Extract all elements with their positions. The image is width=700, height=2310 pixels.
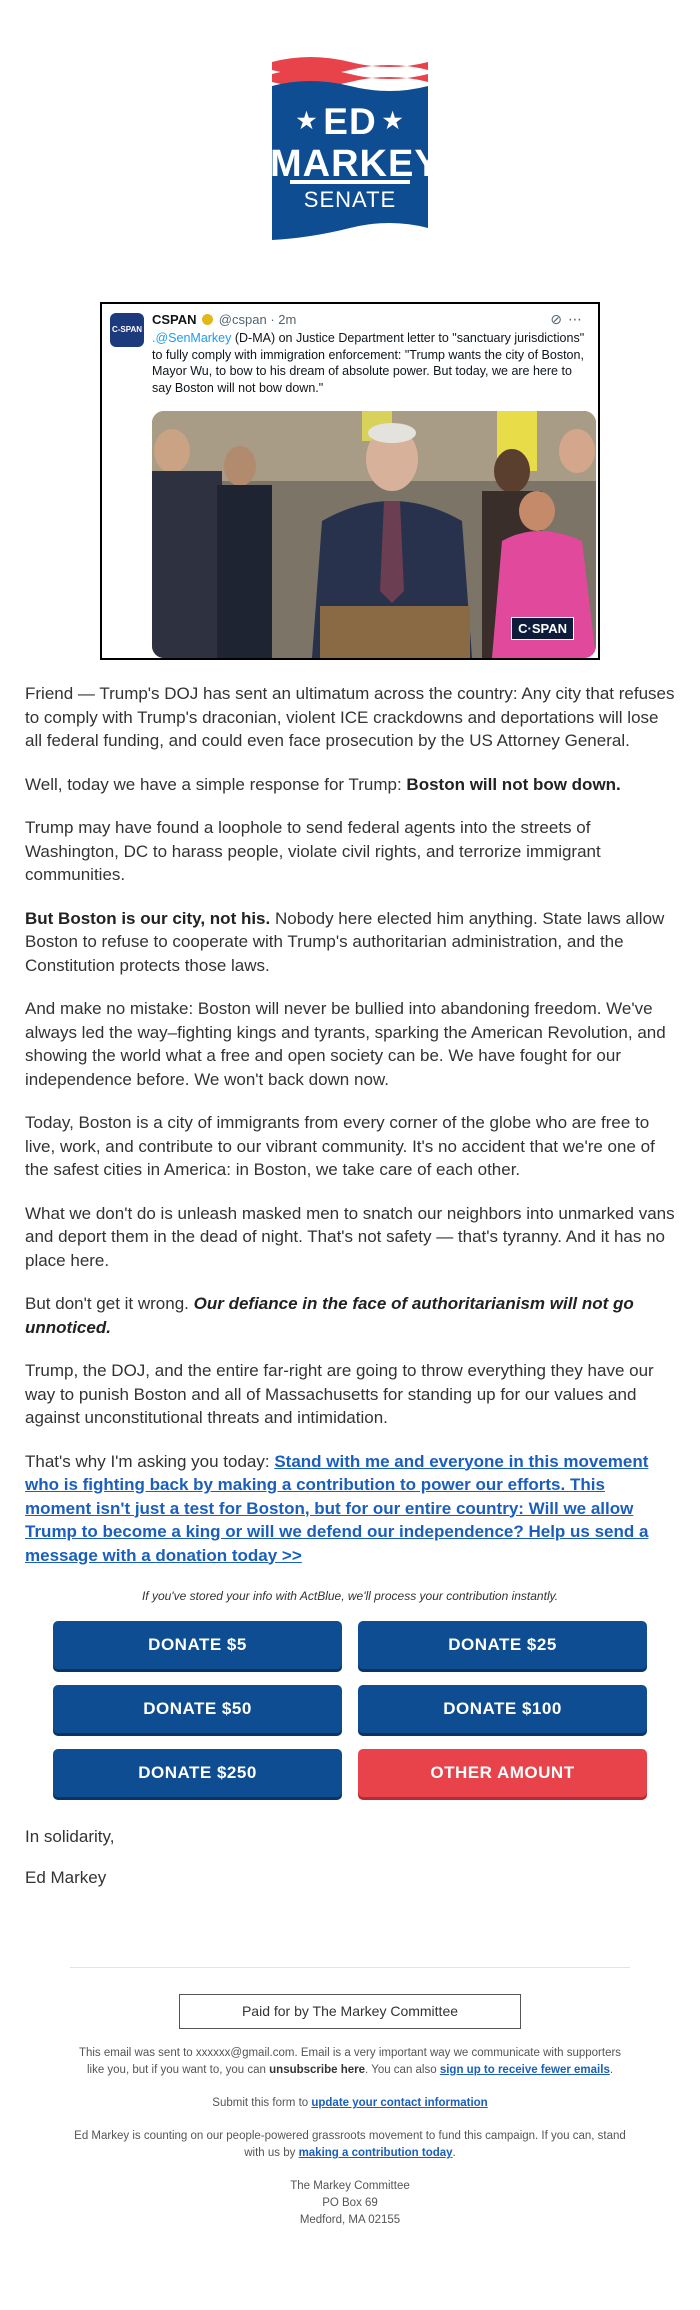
- body-text: That's why I'm asking you today:: [25, 1451, 275, 1471]
- fewer-emails-link[interactable]: sign up to receive fewer emails: [439, 2064, 610, 2076]
- email-body: [25, 682, 675, 1567]
- signature-name: Ed Markey: [25, 1868, 107, 1887]
- footer-text: .: [609, 2064, 614, 2076]
- logo-markey-text: MARKEY: [270, 143, 441, 185]
- tweet-header: [152, 312, 296, 327]
- tweet-icons: [550, 311, 588, 328]
- actblue-note: If you've stored your info with ActBlue, we'll process your contribution instantly.: [141, 1589, 559, 1603]
- photo-podium: [320, 606, 470, 658]
- donate-25-button[interactable]: DONATE $25: [358, 1621, 647, 1669]
- photo-person-2-body: [217, 485, 272, 658]
- more-icon: ⋯: [568, 311, 588, 327]
- photo-person-left-head: [154, 429, 190, 473]
- donate-250-button[interactable]: DONATE $250: [53, 1749, 342, 1797]
- body-paragraph: And make no mistake: Boston will never be bullied into abandoning freedom. We've always led the way–fighting kings and tyrants, sparking the American Revolution, and showing the world what a free and open society can be. We have fought for our independence before. We won't back down now.: [25, 999, 666, 1089]
- tweet-author-name: CSPAN: [152, 312, 197, 327]
- donate-50-button[interactable]: DONATE $50: [53, 1685, 342, 1733]
- cspan-avatar: C-SPAN: [110, 313, 144, 347]
- photo-person-right-head: [494, 449, 530, 493]
- donate-button-grid: [53, 1621, 647, 1797]
- body-paragraph: [25, 773, 675, 797]
- body-paragraph: [25, 907, 675, 978]
- email-footer: [70, 1967, 630, 2229]
- unsubscribe-link[interactable]: unsubscribe here: [269, 2064, 366, 2076]
- embedded-tweet[interactable]: [100, 302, 600, 660]
- star-icon: ★: [296, 108, 318, 133]
- donate-5-button[interactable]: DONATE $5: [53, 1621, 342, 1669]
- photo-woman-pink-head: [519, 491, 555, 531]
- photo-person-far-right-head: [559, 429, 595, 473]
- footer-text: Submit this form to: [212, 2097, 312, 2109]
- ed-markey-senate-logo: [270, 56, 441, 242]
- photo-person-left-body: [152, 471, 222, 658]
- star-icon: ★: [382, 108, 404, 133]
- footer-text: .: [452, 2147, 456, 2159]
- footer-text: . You can also: [365, 2064, 440, 2076]
- photo-speaker-hair: [368, 423, 416, 443]
- body-bold-italic-text: Our defiance in the face of authoritarianism will not go unnoticed.: [25, 1294, 634, 1337]
- footer-text: Ed Markey is counting on our people-powered grassroots movement to fund this campaign. If you can, stand with us by: [74, 2130, 626, 2159]
- body-text: But don't get it wrong.: [25, 1294, 194, 1313]
- footer-sent-notice: [70, 2045, 630, 2079]
- body-bold-text: But Boston is our city, not his.: [25, 908, 271, 928]
- verified-badge-icon: [202, 314, 213, 325]
- update-contact-link[interactable]: update your contact information: [311, 2097, 488, 2109]
- body-paragraph: Today, Boston is a city of immigrants from every corner of the globe who are free to live, work, and contribute to our vibrant community. It's no accident that we're one of the safest cities in America: in Boston, we take care of each other.: [25, 1113, 655, 1179]
- body-paragraph: Trump may have found a loophole to send federal agents into the streets of Washington, DC to harass people, violate civil rights, and terrorize immigrant communities.: [25, 818, 601, 884]
- logo-senate-text: SENATE: [303, 187, 397, 212]
- email-container: [25, 56, 675, 2229]
- body-paragraph: Friend — Trump's DOJ has sent an ultimatum across the country: Any city that refuses to comply with Trump's draconian, violent ICE crackdowns and deportations will lose all federal funding, and could even face prosecution by the US Attorney General.: [25, 684, 675, 750]
- donation-cta-link[interactable]: Stand with me and everyone in this movement who is fighting back by making a contribution to power our efforts. This moment isn't just a test for Boston, but for our entire country: Will we allow Trump to become a king or will we defend our independence? Help us send a message with a donation today >>: [25, 1451, 649, 1565]
- tweet-body-text: (D-MA) on Justice Department letter to "sanctuary jurisdictions" to fully comply with immigration enforcement: "Trump wants the city of Boston, Mayor Wu, to bow to his dream of absolute power. But today, we are here to say Boston will not bow down.": [152, 331, 585, 395]
- address-line: The Markey Committee: [290, 2180, 410, 2192]
- address-line: PO Box 69: [322, 2197, 378, 2209]
- footer-text: This email was sent to xxxxxx@gmail.com. Email is a very important way we communicate with supporters like you, but if you want to, you can: [78, 2047, 622, 2076]
- contribution-link[interactable]: making a contribution today: [298, 2147, 453, 2159]
- tweet-time: · 2m: [270, 312, 297, 327]
- paid-for-box: Paid for by The Markey Committee: [179, 1994, 521, 2029]
- footer-counting: [70, 2128, 630, 2162]
- body-text: Well, today we have a simple response for Trump:: [25, 774, 407, 794]
- photo-speaker-tie: [380, 501, 404, 603]
- footer-submit-form: [70, 2095, 630, 2112]
- grok-icon: ⊘: [550, 311, 568, 327]
- tweet-mention: .@SenMarkey: [152, 331, 232, 345]
- body-paragraph: [25, 1292, 675, 1339]
- address-line: Medford, MA 02155: [299, 2214, 401, 2226]
- signoff: [25, 1825, 675, 1889]
- logo-ed-text: ED: [323, 101, 377, 142]
- cspan-watermark: C·SPAN: [511, 617, 574, 640]
- logo-ed-line: [270, 101, 430, 143]
- body-text: Nobody here elected him anything. State laws allow Boston to refuse to cooperate with Trump's authoritarian administration, and the Constitution protects those laws.: [25, 908, 665, 975]
- photo-person-2-head: [224, 446, 256, 486]
- closing-text: In solidarity,: [25, 1827, 115, 1846]
- other-amount-button[interactable]: OTHER AMOUNT: [358, 1749, 647, 1797]
- donate-100-button[interactable]: DONATE $100: [358, 1685, 647, 1733]
- tweet-text: [152, 330, 592, 396]
- tweet-handle: @cspan: [218, 312, 267, 327]
- mailing-address: [70, 2178, 630, 2229]
- body-bold-text: Boston will not bow down.: [406, 774, 621, 794]
- body-paragraph: Trump, the DOJ, and the entire far-right are going to throw everything they have our way to punish Boston and all of Massachusetts for standing up for our values and against unconstitutional threats and intimidation.: [25, 1361, 654, 1427]
- tweet-video-still: [152, 411, 596, 658]
- body-paragraph: [25, 1450, 675, 1568]
- body-paragraph: What we don't do is unleash masked men to snatch our neighbors into unmarked vans and deport them in the dead of night. That's not safety — that's tyranny. And it has no place here.: [25, 1203, 675, 1270]
